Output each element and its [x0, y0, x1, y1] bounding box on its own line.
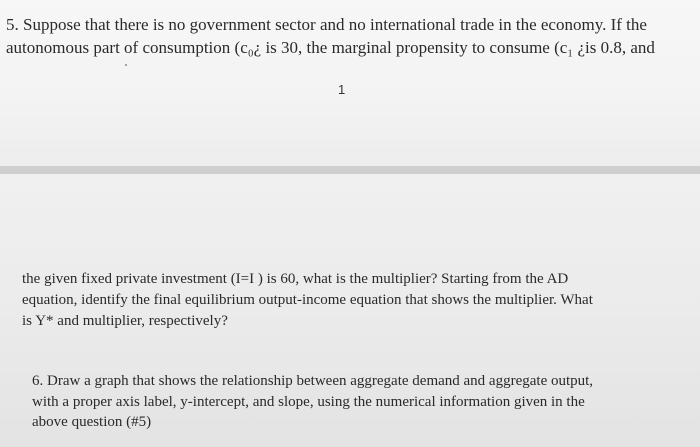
question-5-continuation-line-2: equation, identify the final equilibrium output-income equation that shows the multiplier. What	[22, 292, 593, 308]
stray-dot	[125, 64, 127, 66]
question-6-line-2: with a proper axis label, y-intercept, and slope, using the numerical information given in the	[32, 394, 585, 410]
document-page-top	[0, 0, 700, 166]
page-number: 1	[338, 82, 346, 97]
page-separator	[0, 166, 700, 174]
question-6-line-3: above question (#5)	[32, 414, 152, 430]
question-6-line-1: 6. Draw a graph that shows the relationship between aggregate demand and aggregate output,	[32, 373, 594, 389]
question-5-continuation-line-1: the given fixed private investment (I=I ) is 60, what is the multiplier? Starting from the AD	[22, 271, 569, 287]
question-5-continuation-line-3: is Y* and multiplier, respectively?	[22, 313, 228, 329]
question-5-line-2: autonomous part of consumption (c₀¿ is 30, the marginal propensity to consume (c₁ ¿is 0.8, and	[6, 38, 655, 57]
question-5-line-1: 5. Suppose that there is no government sector and no international trade in the economy. If the	[6, 15, 647, 34]
